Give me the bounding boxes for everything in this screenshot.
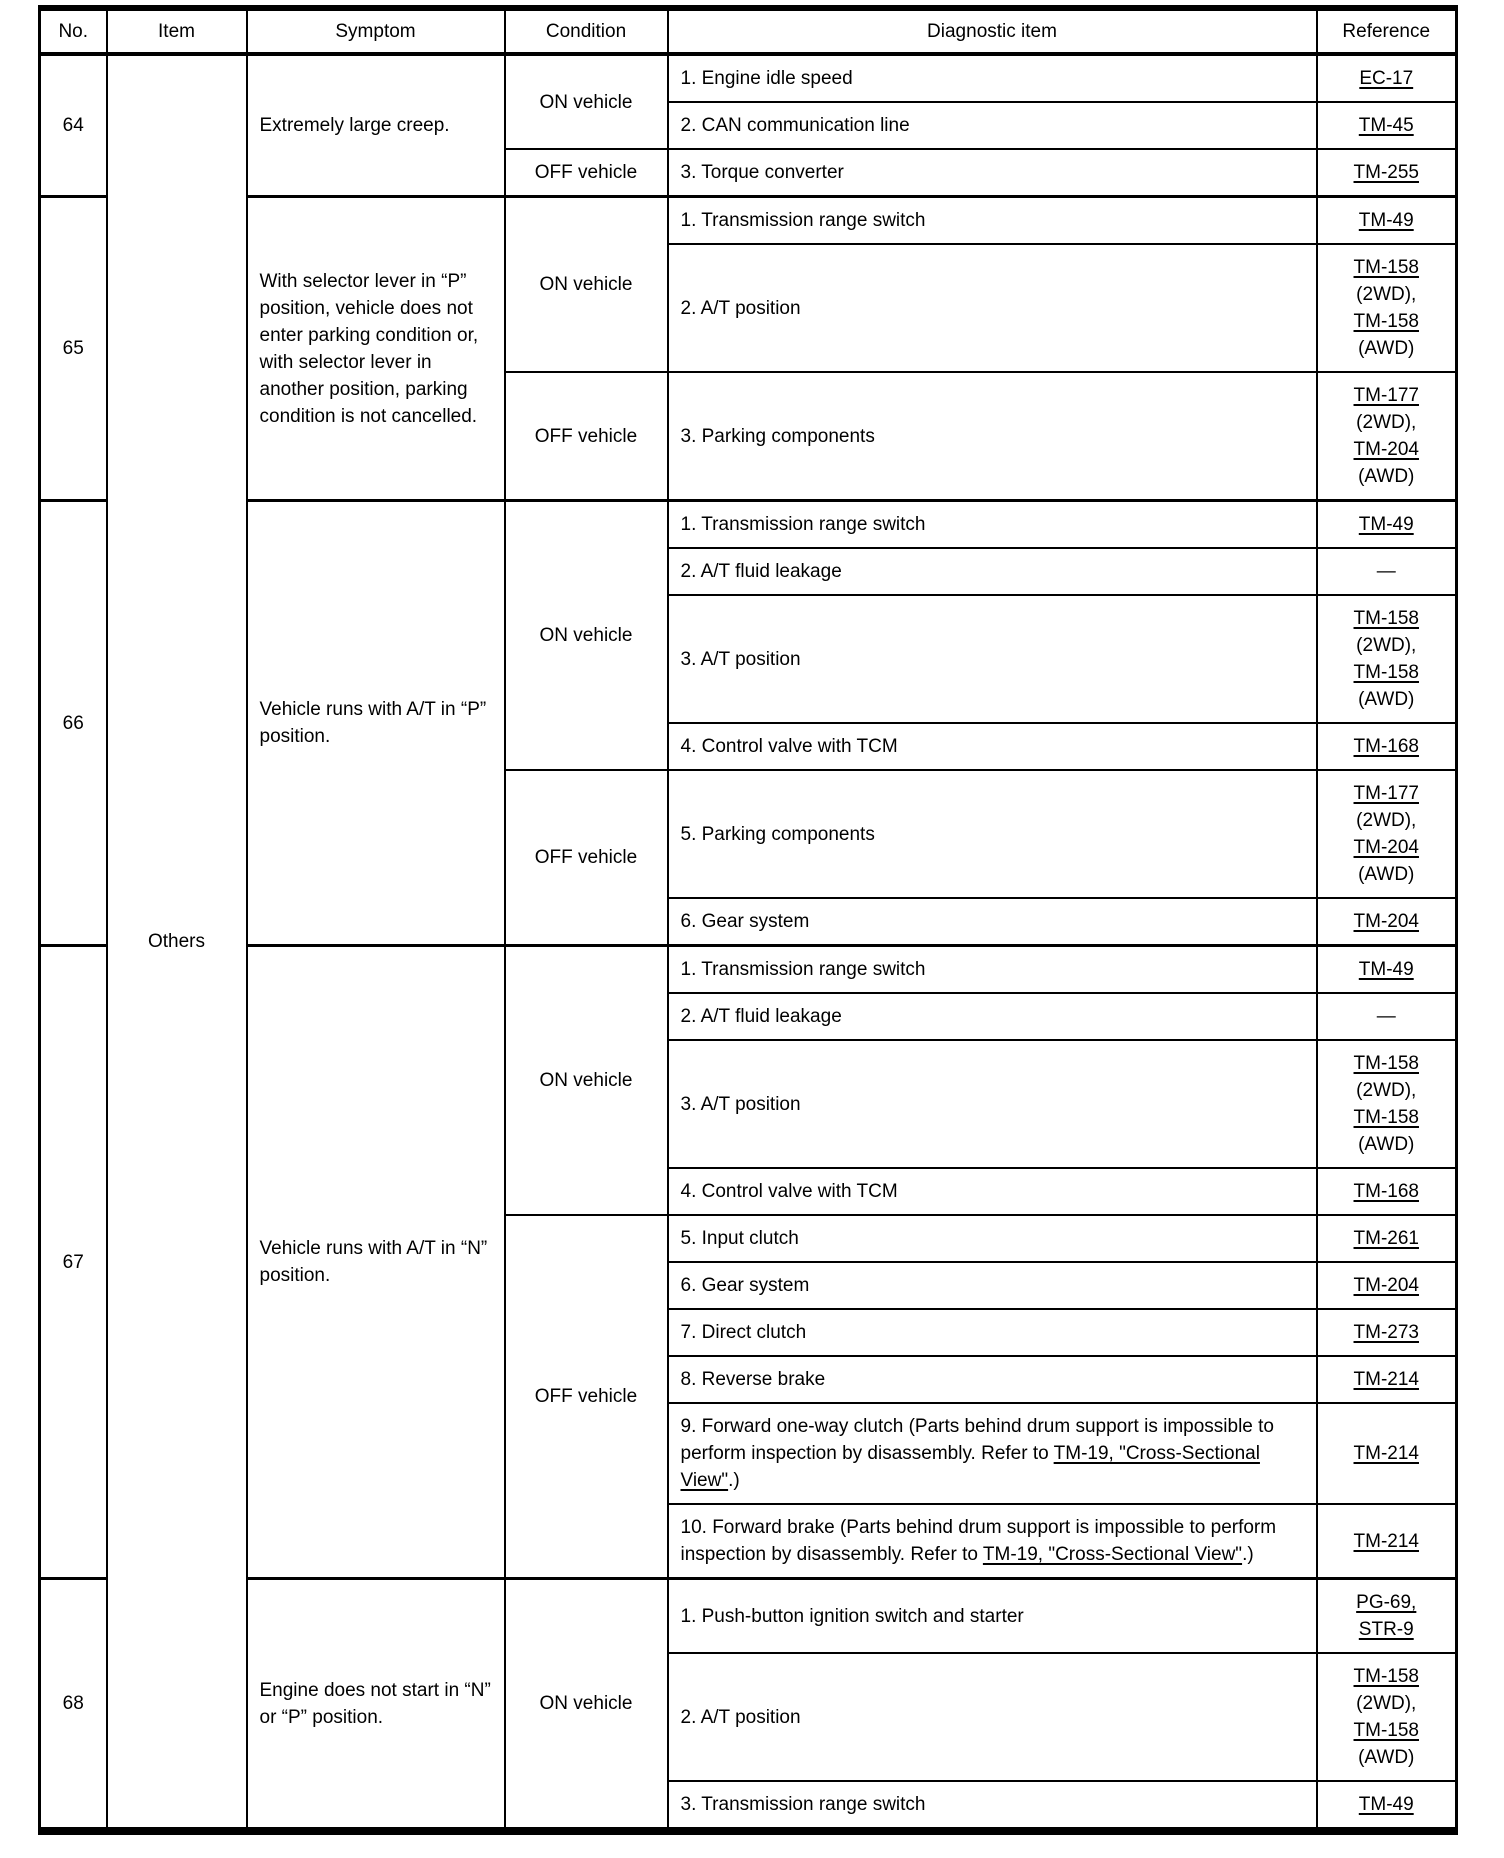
table-row (40, 501, 1457, 549)
diagnostic-text: 3. A/T position (680, 1093, 801, 1115)
diagnostic-cell (668, 149, 1317, 197)
reference-link[interactable]: STR-9 (1358, 1619, 1414, 1640)
no-cell: 66 (40, 501, 107, 946)
diagnostic-text: 1. Transmission range switch (680, 514, 926, 535)
diagnostic-cell (668, 1040, 1317, 1168)
reference-link[interactable]: TM-45 (1358, 115, 1414, 136)
reference-link[interactable]: TM-214 (1353, 1443, 1419, 1464)
diagnostic-table (38, 5, 1458, 1835)
reference-link[interactable]: TM-158 (1353, 257, 1419, 278)
condition-cell: ON vehicle (505, 946, 668, 1216)
reference-link[interactable]: TM-214 (1353, 1530, 1419, 1552)
reference-link[interactable]: TM-204 (1353, 1275, 1419, 1296)
diagnostic-text: 9. Forward one-way clutch (Parts behind drum support is impossible to perform inspection by disassembly. Refer to (680, 1416, 1274, 1464)
diagnostic-cell (668, 197, 1317, 245)
reference-link[interactable]: TM-49 (1358, 210, 1414, 231)
reference-cell (1317, 1504, 1457, 1579)
no-cell: 68 (40, 1579, 107, 1832)
diagnostic-cell (668, 372, 1317, 501)
diagnostic-cell (668, 244, 1317, 372)
diagnostic-cell (668, 1579, 1317, 1654)
diagnostic-cell (668, 723, 1317, 770)
condition-cell: ON vehicle (505, 501, 668, 771)
diagnostic-text: 5. Input clutch (680, 1228, 799, 1249)
diagnostic-cell (668, 501, 1317, 549)
condition-cell: ON vehicle (505, 1579, 668, 1832)
diagnostic-cell (668, 102, 1317, 149)
reference-cell (1317, 1356, 1457, 1403)
diagnostic-text: 1. Transmission range switch (680, 959, 926, 980)
reference-cell (1317, 1040, 1457, 1168)
diagnostic-cell (668, 1168, 1317, 1215)
reference-link[interactable]: PG-69, (1356, 1592, 1417, 1613)
reference-cell (1317, 1653, 1457, 1781)
no-cell: 64 (40, 54, 107, 197)
reference-text: (AWD) (1358, 466, 1415, 487)
reference-text: (2WD), (1356, 284, 1417, 305)
diagnostic-cell (668, 1215, 1317, 1262)
diagnostic-text: 5. Parking components (680, 823, 875, 845)
reference-text: (2WD), (1356, 1080, 1417, 1101)
reference-cell (1317, 1215, 1457, 1262)
reference-link[interactable]: TM-214 (1353, 1369, 1419, 1390)
diagnostic-text: 10. Forward brake (Parts behind drum support is impossible to perform inspection by disassembly. Refer to (680, 1517, 1277, 1565)
reference-link[interactable]: EC-17 (1359, 68, 1414, 89)
diagnostic-text: 3. Torque converter (680, 162, 844, 183)
diagnostic-cell (668, 1781, 1317, 1831)
reference-text: (AWD) (1358, 1747, 1415, 1768)
reference-cell (1317, 1309, 1457, 1356)
symptom-cell: Vehicle runs with A/T in “N” position. (247, 946, 505, 1579)
header-row (40, 8, 1457, 54)
reference-text: (AWD) (1358, 864, 1415, 885)
reference-dash: — (1376, 561, 1396, 582)
header-reference: Reference (1317, 8, 1457, 54)
symptom-cell: Extremely large creep. (247, 54, 505, 197)
diagnostic-ref-link[interactable]: TM-19, "Cross-Sectional View" (982, 1544, 1243, 1565)
reference-cell (1317, 54, 1457, 102)
diagnostic-ref-link[interactable]: TM-19, "Cross-Sectional View" (680, 1443, 1260, 1491)
diagnostic-text: 3. A/T position (680, 648, 801, 670)
reference-text: (2WD), (1356, 1693, 1417, 1714)
condition-cell: OFF vehicle (505, 770, 668, 946)
diagnostic-cell (668, 946, 1317, 994)
reference-cell (1317, 1403, 1457, 1504)
condition-cell: OFF vehicle (505, 149, 668, 197)
condition-cell: ON vehicle (505, 197, 668, 373)
condition-cell: OFF vehicle (505, 1215, 668, 1579)
reference-link[interactable]: TM-204 (1353, 837, 1419, 858)
diagnostic-cell (668, 54, 1317, 102)
reference-text: (AWD) (1358, 338, 1415, 359)
diagnostic-cell (668, 1356, 1317, 1403)
reference-cell (1317, 372, 1457, 501)
diagnostic-text: 6. Gear system (680, 1275, 810, 1296)
reference-cell (1317, 1579, 1457, 1654)
diagnostic-cell (668, 898, 1317, 946)
reference-link[interactable]: TM-158 (1353, 1666, 1419, 1687)
reference-link[interactable]: TM-273 (1353, 1322, 1419, 1343)
reference-link[interactable]: TM-158 (1353, 608, 1419, 629)
table-row (40, 197, 1457, 245)
diagnostic-cell (668, 1262, 1317, 1309)
reference-link[interactable]: TM-49 (1358, 959, 1414, 980)
reference-link[interactable]: TM-158 (1353, 1053, 1419, 1074)
table-row (40, 1579, 1457, 1654)
diagnostic-text: .) (728, 1470, 740, 1491)
diagnostic-cell (668, 1309, 1317, 1356)
diagnostic-text: 3. Transmission range switch (680, 1794, 926, 1815)
reference-link[interactable]: TM-158 (1353, 1720, 1419, 1741)
reference-text: (2WD), (1356, 412, 1417, 433)
diagnostic-text: 2. CAN communication line (680, 115, 910, 136)
reference-cell (1317, 244, 1457, 372)
reference-cell (1317, 102, 1457, 149)
diagnostic-text: 1. Engine idle speed (680, 68, 853, 89)
reference-text: (2WD), (1356, 810, 1417, 831)
reference-cell (1317, 501, 1457, 549)
reference-cell (1317, 1781, 1457, 1831)
reference-text: (2WD), (1356, 635, 1417, 656)
header-no: No. (40, 8, 107, 54)
diagnostic-cell (668, 770, 1317, 898)
diagnostic-text: 2. A/T position (680, 1706, 801, 1728)
diagnostic-cell (668, 993, 1317, 1040)
table-header (40, 8, 1457, 54)
item-cell: Others (107, 54, 247, 1831)
reference-text: (AWD) (1358, 1134, 1415, 1155)
diagnostic-text: 4. Control valve with TCM (680, 736, 898, 757)
diagnostic-text: .) (1242, 1544, 1254, 1565)
reference-cell (1317, 993, 1457, 1040)
reference-link[interactable]: TM-168 (1353, 736, 1419, 757)
reference-link[interactable]: TM-49 (1358, 1794, 1414, 1815)
header-condition: Condition (505, 8, 668, 54)
condition-cell: OFF vehicle (505, 372, 668, 501)
diagnostic-cell (668, 548, 1317, 595)
reference-cell (1317, 1262, 1457, 1309)
reference-link[interactable]: TM-177 (1353, 783, 1419, 804)
no-cell: 67 (40, 946, 107, 1579)
symptom-cell: With selector lever in “P” position, vehicle does not enter parking condition or, with selector lever in another position, parking condition is not cancelled. (247, 197, 505, 501)
reference-link[interactable]: TM-158 (1353, 1107, 1419, 1128)
reference-cell (1317, 946, 1457, 994)
reference-cell (1317, 149, 1457, 197)
diagnostic-cell (668, 1403, 1317, 1504)
diagnostic-text: 3. Parking components (680, 425, 875, 447)
reference-link[interactable]: TM-158 (1353, 311, 1419, 332)
reference-dash: — (1376, 1006, 1396, 1027)
reference-cell (1317, 197, 1457, 245)
diagnostic-text: 8. Reverse brake (680, 1369, 826, 1390)
reference-link[interactable]: TM-255 (1353, 162, 1419, 183)
diagnostic-text: 2. A/T fluid leakage (680, 1006, 842, 1027)
reference-text: (AWD) (1358, 689, 1415, 710)
diagnostic-cell (668, 595, 1317, 723)
diagnostic-cell (668, 1653, 1317, 1781)
no-cell: 65 (40, 197, 107, 501)
diagnostic-text: 4. Control valve with TCM (680, 1181, 898, 1202)
reference-cell (1317, 548, 1457, 595)
reference-link[interactable]: TM-158 (1353, 662, 1419, 683)
table-row (40, 946, 1457, 994)
header-diagnostic-item: Diagnostic item (668, 8, 1317, 54)
reference-link[interactable]: TM-261 (1353, 1228, 1419, 1249)
reference-link[interactable]: TM-204 (1353, 911, 1419, 932)
header-item: Item (107, 8, 247, 54)
header-symptom: Symptom (247, 8, 505, 54)
reference-link[interactable]: TM-177 (1353, 385, 1419, 406)
reference-link[interactable]: TM-168 (1353, 1181, 1419, 1202)
diagnostic-text: 2. A/T position (680, 297, 801, 319)
diagnostic-text: 1. Push-button ignition switch and starter (680, 1605, 1024, 1627)
condition-cell: ON vehicle (505, 54, 668, 149)
table-body (40, 54, 1457, 1831)
reference-cell (1317, 595, 1457, 723)
reference-cell (1317, 898, 1457, 946)
symptom-cell: Engine does not start in “N” or “P” position. (247, 1579, 505, 1832)
diagnostic-text: 7. Direct clutch (680, 1322, 807, 1343)
diagnostic-cell (668, 1504, 1317, 1579)
symptom-cell: Vehicle runs with A/T in “P” position. (247, 501, 505, 946)
diagnostic-text: 2. A/T fluid leakage (680, 561, 842, 582)
reference-cell (1317, 1168, 1457, 1215)
reference-link[interactable]: TM-49 (1358, 514, 1414, 535)
reference-cell (1317, 723, 1457, 770)
reference-link[interactable]: TM-204 (1353, 439, 1419, 460)
diagnostic-text: 6. Gear system (680, 911, 810, 932)
reference-cell (1317, 770, 1457, 898)
diagnostic-text: 1. Transmission range switch (680, 210, 926, 231)
table-row (40, 54, 1457, 102)
